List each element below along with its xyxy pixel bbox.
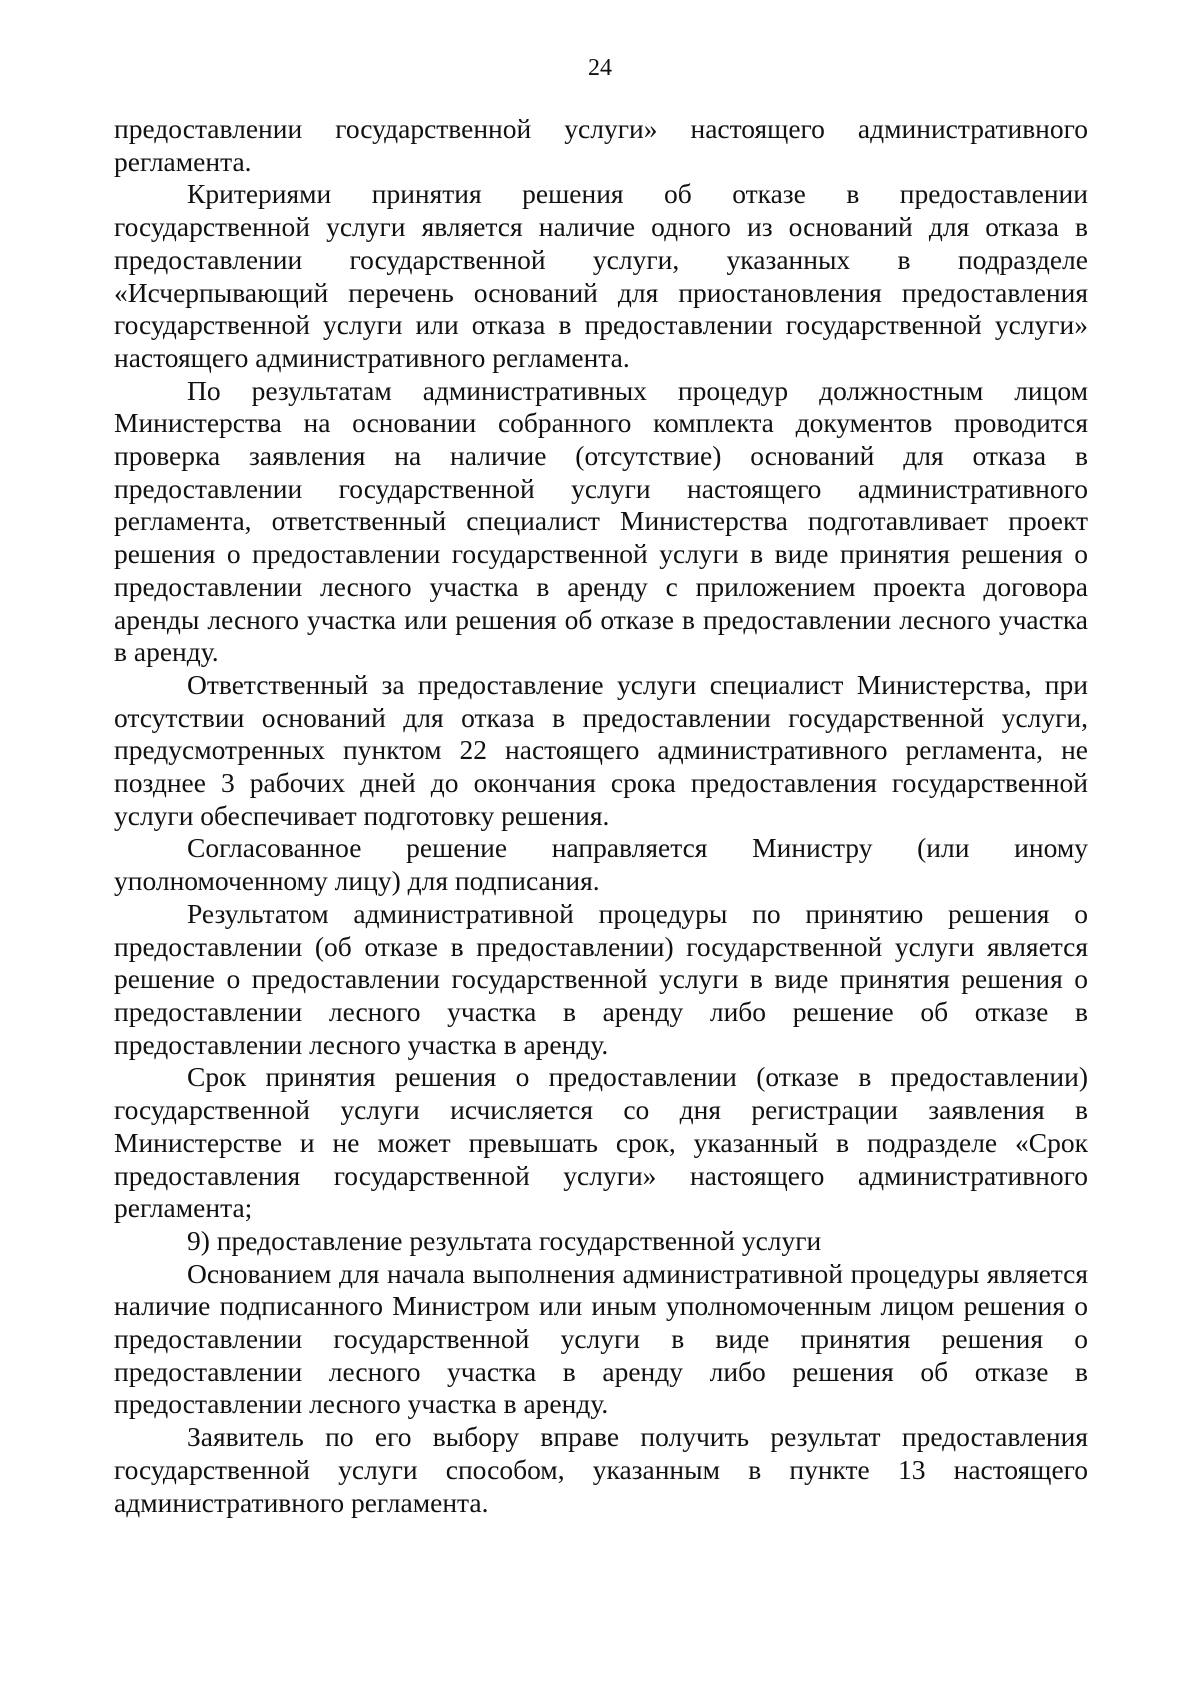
paragraph: предоставлении государственной услуги» настоящего административного регламента.: [114, 113, 1088, 177]
paragraph: Основанием для начала выполнения административной процедуры является наличие подписанного Министром или иным уполномоченным лицом решения о предоставлении государственной услуги в виде принятия решения о предоставлении лесного участка в аренду либо решения об отказе в предоставлении лесного участка в аренду.: [114, 1257, 1088, 1420]
paragraph: Критериями принятия решения об отказе в предоставлении государственной услуги является наличие одного из оснований для отказа в предоставлении государственной услуги, указанных в подразделе «Исчерпывающий перечень оснований для приостановления предоставления государственной услуги или отказа в предоставлении государственной услуги» настоящего административного регламента.: [114, 178, 1088, 373]
section-heading: 9) предоставление результата государственной услуги: [187, 1224, 822, 1256]
paragraph: Ответственный за предоставление услуги специалист Министерства, при отсутствии оснований для отказа в предоставлении государственной услуги, предусмотренных пунктом 22 настоящего административного регламента, не позднее 3 рабочих дней до окончания срока предоставления государственной услуги обеспечивает подготовку решения.: [114, 668, 1088, 831]
paragraph: Согласованное решение направляется Министру (или иному уполномоченному лицу) для подписания.: [114, 832, 1088, 897]
document-body: [114, 113, 1088, 1519]
paragraph: Срок принятия решения о предоставлении (отказе в предоставлении) государственной услуги исчисляется со дня регистрации заявления в Министерстве и не может превышать срок, указанный в подразделе «Срок предоставления государственной услуги» настоящего административного регламента;: [114, 1061, 1088, 1224]
paragraph: Заявитель по его выбору вправе получить результат предоставления государственной услуги способом, указанным в пункте 13 настоящего административного регламента.: [114, 1421, 1088, 1518]
page-number: 24: [588, 55, 612, 81]
paragraph: Результатом административной процедуры по принятию решения о предоставлении (об отказе в предоставлении) государственной услуги является решение о предоставлении государственной услуги в виде принятия решения о предоставлении лесного участка в аренду либо решение об отказе в предоставлении лесного участка в аренду.: [114, 897, 1088, 1060]
paragraph: По результатам административных процедур должностным лицом Министерства на основании собранного комплекта документов проводится проверка заявления на наличие (отсутствие) оснований для отказа в предоставлении государственной услуги настоящего административного регламента, ответственный специалист Министерства подготавливает проект решения о предоставлении государственной услуги в виде принятия решения о предоставлении лесного участка в аренду с приложением проекта договора аренды лесного участка или решения об отказе в предоставлении лесного участка в аренду.: [114, 374, 1088, 668]
